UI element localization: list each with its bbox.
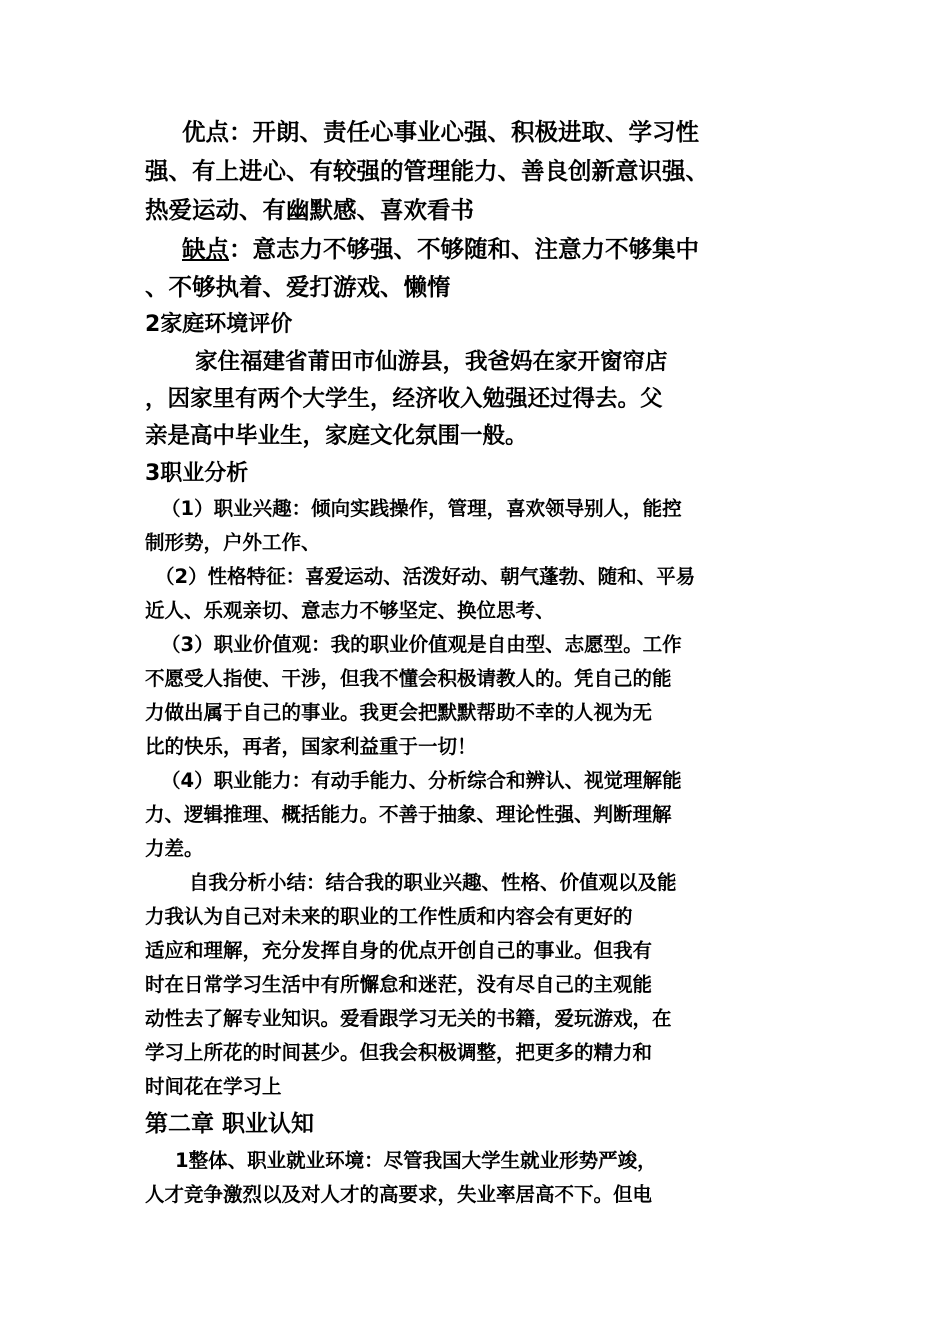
weaknesses-line: 缺点：意志力不够强、不够随和、注意力不够集中 [182,235,699,263]
family-line: 亲是高中毕业生，家庭文化氛围一般。 [145,423,528,449]
ability-line: （4）职业能力：有动手能力、分析综合和辨认、视觉理解能 [161,769,682,792]
weaknesses-line: 、不够执着、爱打游戏、懒惰 [145,273,451,301]
summary-line: 动性去了解专业知识。爱看跟学习无关的书籍，爱玩游戏，在 [145,1007,672,1030]
summary-line: 学习上所花的时间甚少。但我会积极调整，把更多的精力和 [145,1041,653,1064]
values-line: 比的快乐，再者，国家利益重于一切！ [145,735,477,758]
summary-line: 时在日常学习生活中有所懈怠和迷茫，没有尽自己的主观能 [145,973,653,996]
personality-line: （2）性格特征：喜爱运动、活泼好动、朝气蓬勃、随和、平易 [155,565,696,588]
ability-line: 力、逻辑推理、概括能力。不善于抽象、理论性强、判断理解 [145,803,672,826]
chapter2-line: 人才竞争激烈以及对人才的高要求，失业率居高不下。但电 [145,1183,653,1206]
interest-line: 制形势，户外工作、 [145,531,321,554]
interest-line: （1）职业兴趣：倾向实践操作，管理，喜欢领导别人，能控 [161,497,682,520]
weaknesses-paragraph [145,230,730,306]
strengths-line: 热爱运动、有幽默感、喜欢看书 [145,196,474,224]
values-line: 不愿受人指使、干涉，但我不懂会积极请教人的。凭自己的能 [145,667,672,690]
summary-line: 自我分析小结：结合我的职业兴趣、性格、价值观以及能 [189,871,677,894]
weaknesses-label: 缺点 [182,235,229,263]
chapter-heading: 第二章 职业认知 [145,1111,315,1137]
strengths-label: 优点 [182,118,229,146]
family-line: 家住福建省莆田市仙游县，我爸妈在家开窗帘店 [195,349,668,375]
personality-line: 近人、乐观亲切、意志力不够坚定、换位思考、 [145,599,555,622]
career-heading: 3职业分析 [145,461,249,486]
strengths-line: 优点：开朗、责任心事业心强、积极进取、学习性 [182,118,699,146]
strengths-line: 强、有上进心、有较强的管理能力、善良创新意识强、 [145,157,709,185]
values-line: （3）职业价值观：我的职业价值观是自由型、志愿型。工作 [161,633,682,656]
family-paragraph [145,344,730,455]
strengths-paragraph [145,113,730,230]
chapter2-paragraph [145,1144,730,1212]
family-heading: 2家庭环境评价 [145,312,293,337]
values-line: 力做出属于自己的事业。我更会把默默帮助不幸的人视为无 [145,701,653,724]
summary-line: 力我认为自己对未来的职业的工作性质和内容会有更好的 [145,905,633,928]
family-line: ，因家里有两个大学生，经济收入勉强还过得去。父 [145,386,663,412]
career-details [145,492,730,1104]
chapter2-line: 1整体、职业就业环境：尽管我国大学生就业形势严竣， [175,1149,657,1172]
ability-line: 力差。 [145,837,204,860]
summary-line: 时间花在学习上 [145,1075,282,1098]
document-body [145,113,730,1212]
summary-line: 适应和理解，充分发挥自身的优点开创自己的事业。但我有 [145,939,653,962]
